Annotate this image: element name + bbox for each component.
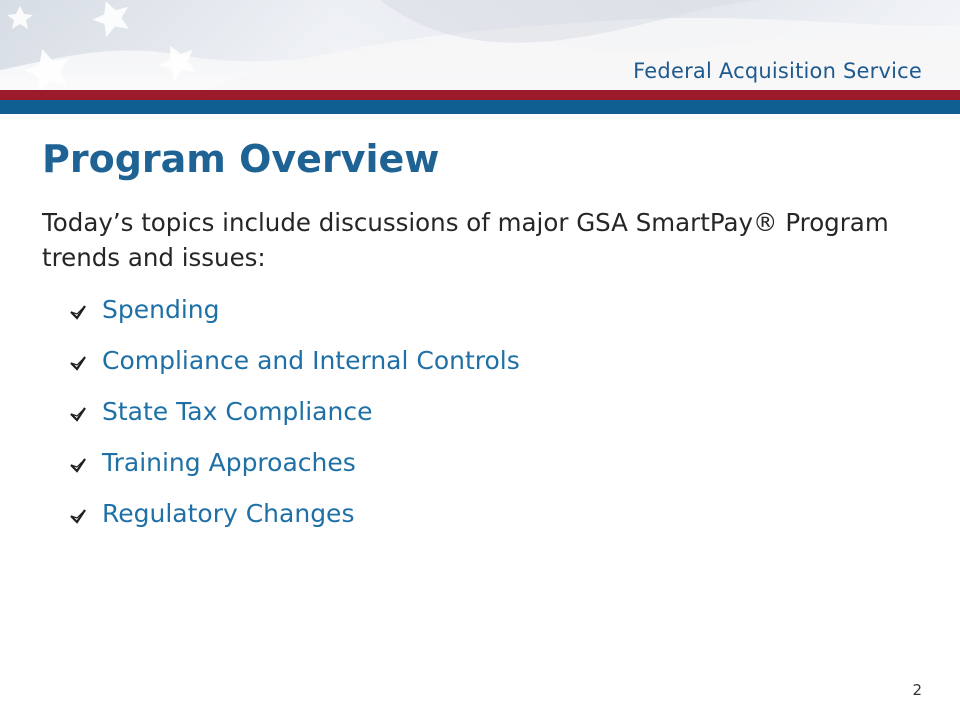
intro-text: Today’s topics include discussions of major GSA SmartPay® Program trends and issues: — [42, 208, 889, 272]
topic-label: Training Approaches — [102, 448, 356, 477]
topic-label: State Tax Compliance — [102, 397, 373, 426]
flag-banner — [0, 0, 960, 92]
page-number: 2 — [912, 681, 922, 699]
list-item — [70, 440, 520, 491]
list-item — [70, 491, 520, 542]
arrow-check-bullet-icon — [70, 508, 86, 524]
topic-label: Regulatory Changes — [102, 499, 355, 528]
list-item — [70, 389, 520, 440]
arrow-check-bullet-icon — [70, 406, 86, 422]
arrow-check-bullet-icon — [70, 457, 86, 473]
arrow-check-bullet-icon — [70, 355, 86, 371]
topic-label: Compliance and Internal Controls — [102, 346, 520, 375]
slide-title: Program Overview — [42, 137, 440, 181]
header-blue-stripe — [0, 100, 960, 114]
organization-name: Federal Acquisition Service — [633, 59, 922, 83]
list-item — [70, 287, 520, 338]
header-red-stripe — [0, 90, 960, 100]
list-item — [70, 338, 520, 389]
arrow-check-bullet-icon — [70, 304, 86, 320]
topic-list — [70, 287, 520, 542]
topic-label: Spending — [102, 295, 220, 324]
